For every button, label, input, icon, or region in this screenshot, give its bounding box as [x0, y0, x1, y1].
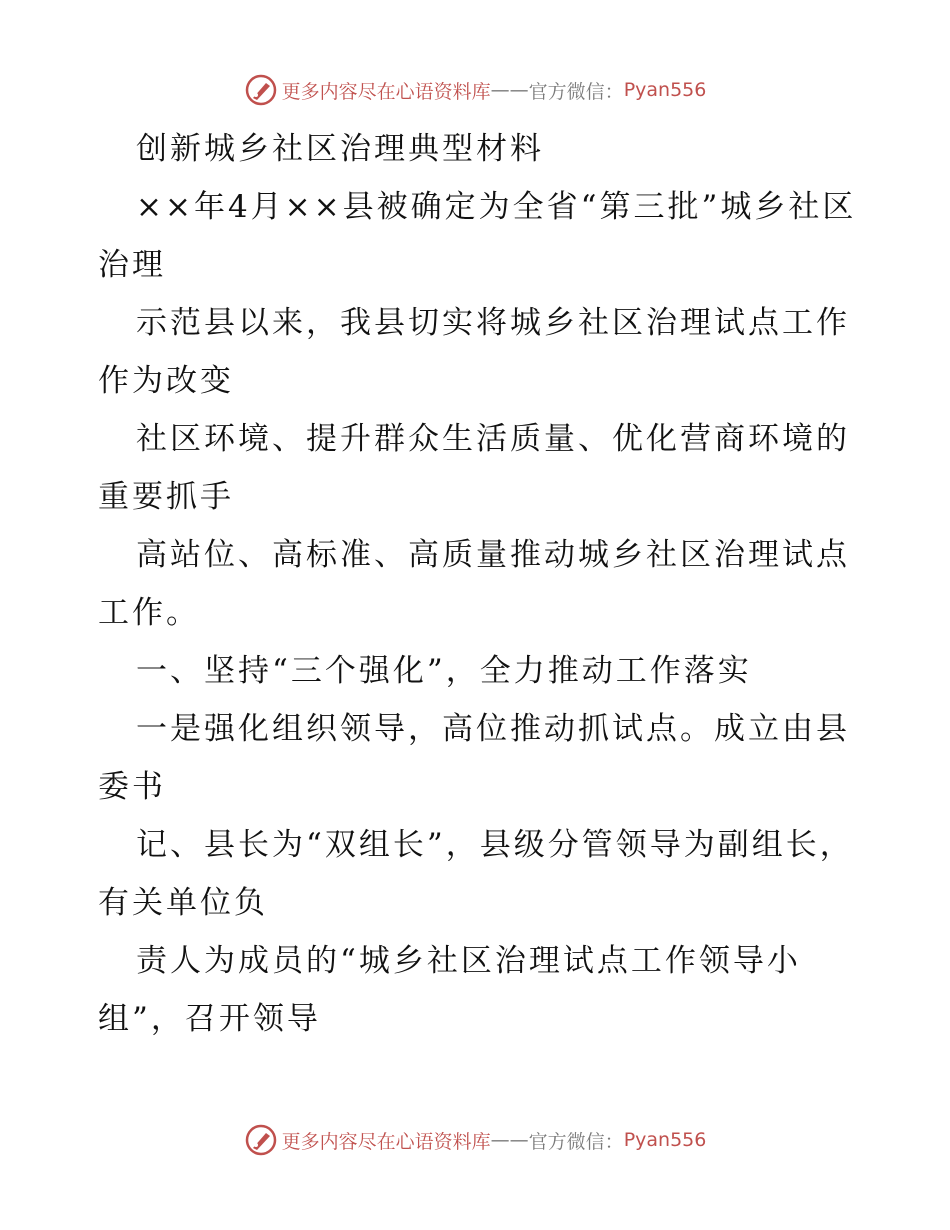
paragraph: 社区环境、提升群众生活质量、优化营商环境的重要抓手 [98, 421, 850, 515]
footer-banner [0, 1120, 950, 1160]
section-heading: 一、坚持“三个强化”，全力推动工作落实 [136, 653, 752, 689]
paragraph: 记、县长为“双组长”，县级分管领导为副组长，有关单位负 [98, 827, 854, 921]
paragraph: ××年4月××县被确定为全省“第三批”城乡社区治理 [98, 189, 857, 283]
header-banner [0, 70, 950, 110]
pen-logo-icon [244, 1123, 278, 1157]
document-title: 创新城乡社区治理典型材料 [136, 131, 544, 167]
banner-separator: —— [490, 79, 529, 101]
banner-wechat-id: Pyan556 [623, 79, 707, 101]
banner-text: 更多内容尽在心语资料库 [281, 1130, 491, 1153]
banner-separator: —— [490, 1129, 529, 1151]
paragraph: 高站位、高标准、高质量推动城乡社区治理试点工作。 [98, 537, 850, 631]
banner-text: 更多内容尽在心语资料库 [281, 80, 491, 103]
paragraph: 责人为成员的“城乡社区治理试点工作领导小组”，召开领导 [98, 943, 801, 1037]
banner-wechat-label: 官方微信： [528, 1130, 624, 1153]
banner-wechat-label: 官方微信： [528, 80, 624, 103]
paragraph: 示范县以来，我县切实将城乡社区治理试点工作作为改变 [98, 305, 850, 399]
banner-wechat-id: Pyan556 [623, 1129, 707, 1151]
pen-logo-icon [244, 73, 278, 107]
paragraph: 一是强化组织领导，高位推动抓试点。成立由县委书 [98, 711, 850, 805]
document-body [98, 120, 858, 1048]
